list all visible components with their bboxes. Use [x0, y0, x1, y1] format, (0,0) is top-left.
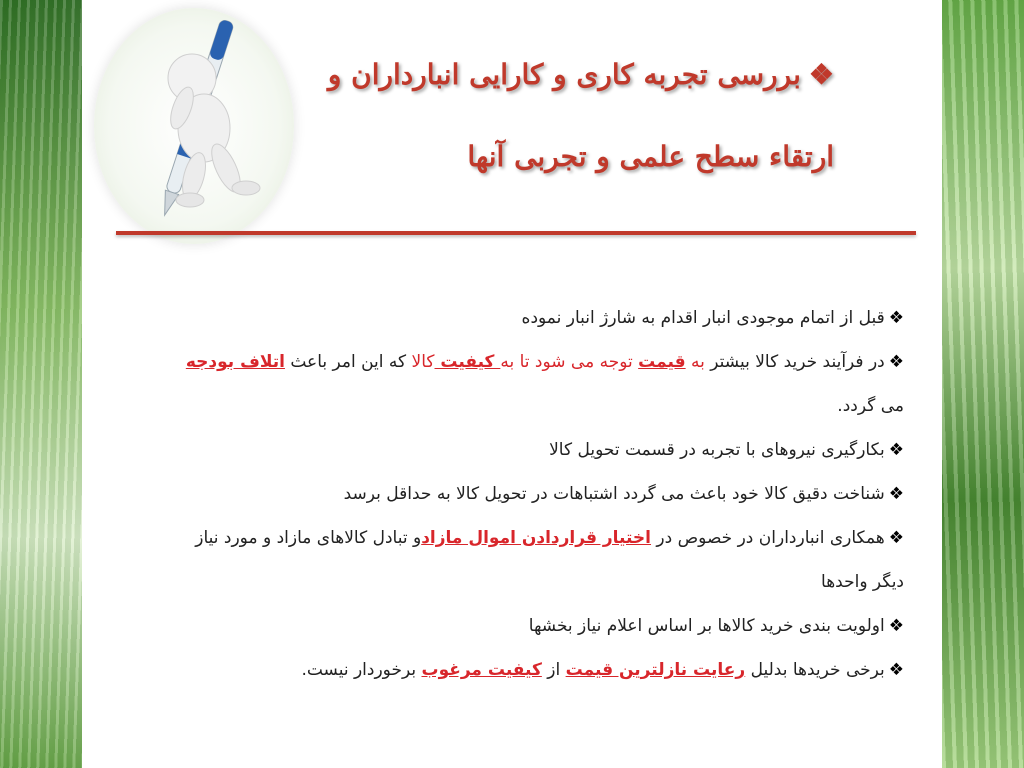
diamond-bullet-icon: ❖	[888, 308, 904, 328]
bullet-text: از	[541, 660, 566, 680]
bullet-text-red: به	[685, 352, 705, 372]
list-item	[112, 428, 904, 472]
bullet-text: دیگر واحدها	[821, 572, 904, 592]
list-item	[112, 472, 904, 516]
highlight-lowest-price: رعایت نازلترین قیمت	[565, 660, 746, 680]
title-text-1: بررسی تجربه کاری و کارایی انبارداران و	[327, 58, 801, 91]
highlight-price: قیمت	[638, 352, 686, 372]
slide-title-line-2: ارتقاء سطح علمی و تجربی آنها	[467, 140, 834, 173]
pen-figure-icon	[94, 8, 294, 244]
diamond-bullet-icon: ❖	[888, 660, 904, 680]
highlight-surplus-assets: اختیار قراردادن اموال مازاد	[421, 528, 652, 548]
list-item	[112, 340, 904, 428]
bullet-text: در فرآیند خرید کالا بیشتر	[704, 352, 885, 372]
bullet-text-red: کالا	[411, 352, 435, 372]
bullet-text-red: توجه می شود تا به	[500, 352, 639, 372]
bullet-text: اولویت بندی خرید کالاها بر اساس اعلام نیاز بخشها	[528, 616, 885, 636]
bullet-list	[112, 296, 904, 692]
bullet-text: برخی خریدها بدلیل	[745, 660, 885, 680]
diamond-bullet-icon: ❖	[808, 58, 834, 91]
diamond-bullet-icon: ❖	[888, 440, 904, 460]
leaf-background-left	[0, 0, 82, 768]
bullet-text: شناخت دقیق کالا خود باعث می گردد اشتباهات در تحویل کالا به حداقل برسد	[343, 484, 885, 504]
title-divider	[116, 231, 916, 235]
bullet-text: بکارگیری نیروهای با تجربه در قسمت تحویل کالا	[549, 440, 885, 460]
diamond-bullet-icon: ❖	[888, 352, 904, 372]
list-item	[112, 516, 904, 604]
leaf-background-right	[942, 0, 1024, 768]
pen-figure-illustration	[94, 8, 294, 244]
diamond-bullet-icon: ❖	[888, 484, 904, 504]
highlight-quality: کیفیت	[434, 352, 501, 372]
bullet-text: می گردد.	[837, 396, 904, 416]
highlight-budget-waste: اتلاف بودجه	[185, 352, 285, 372]
slide-title-line-1	[54, 58, 834, 91]
highlight-good-quality: کیفیت مرغوب	[421, 660, 542, 680]
diamond-bullet-icon: ❖	[888, 616, 904, 636]
list-item	[112, 296, 904, 340]
bullet-text: همکاری انبارداران در خصوص در	[651, 528, 885, 548]
bullet-text: قبل از اتمام موجودی انبار اقدام به شارژ انبار نموده	[521, 308, 885, 328]
bullet-text: و تبادل کالاهای مازاد و مورد نیاز	[195, 528, 422, 548]
list-item	[112, 648, 904, 692]
diamond-bullet-icon: ❖	[888, 528, 904, 548]
bullet-text: که این امر باعث	[284, 352, 412, 372]
bullet-text: برخوردار نیست.	[301, 660, 422, 680]
list-item	[112, 604, 904, 648]
